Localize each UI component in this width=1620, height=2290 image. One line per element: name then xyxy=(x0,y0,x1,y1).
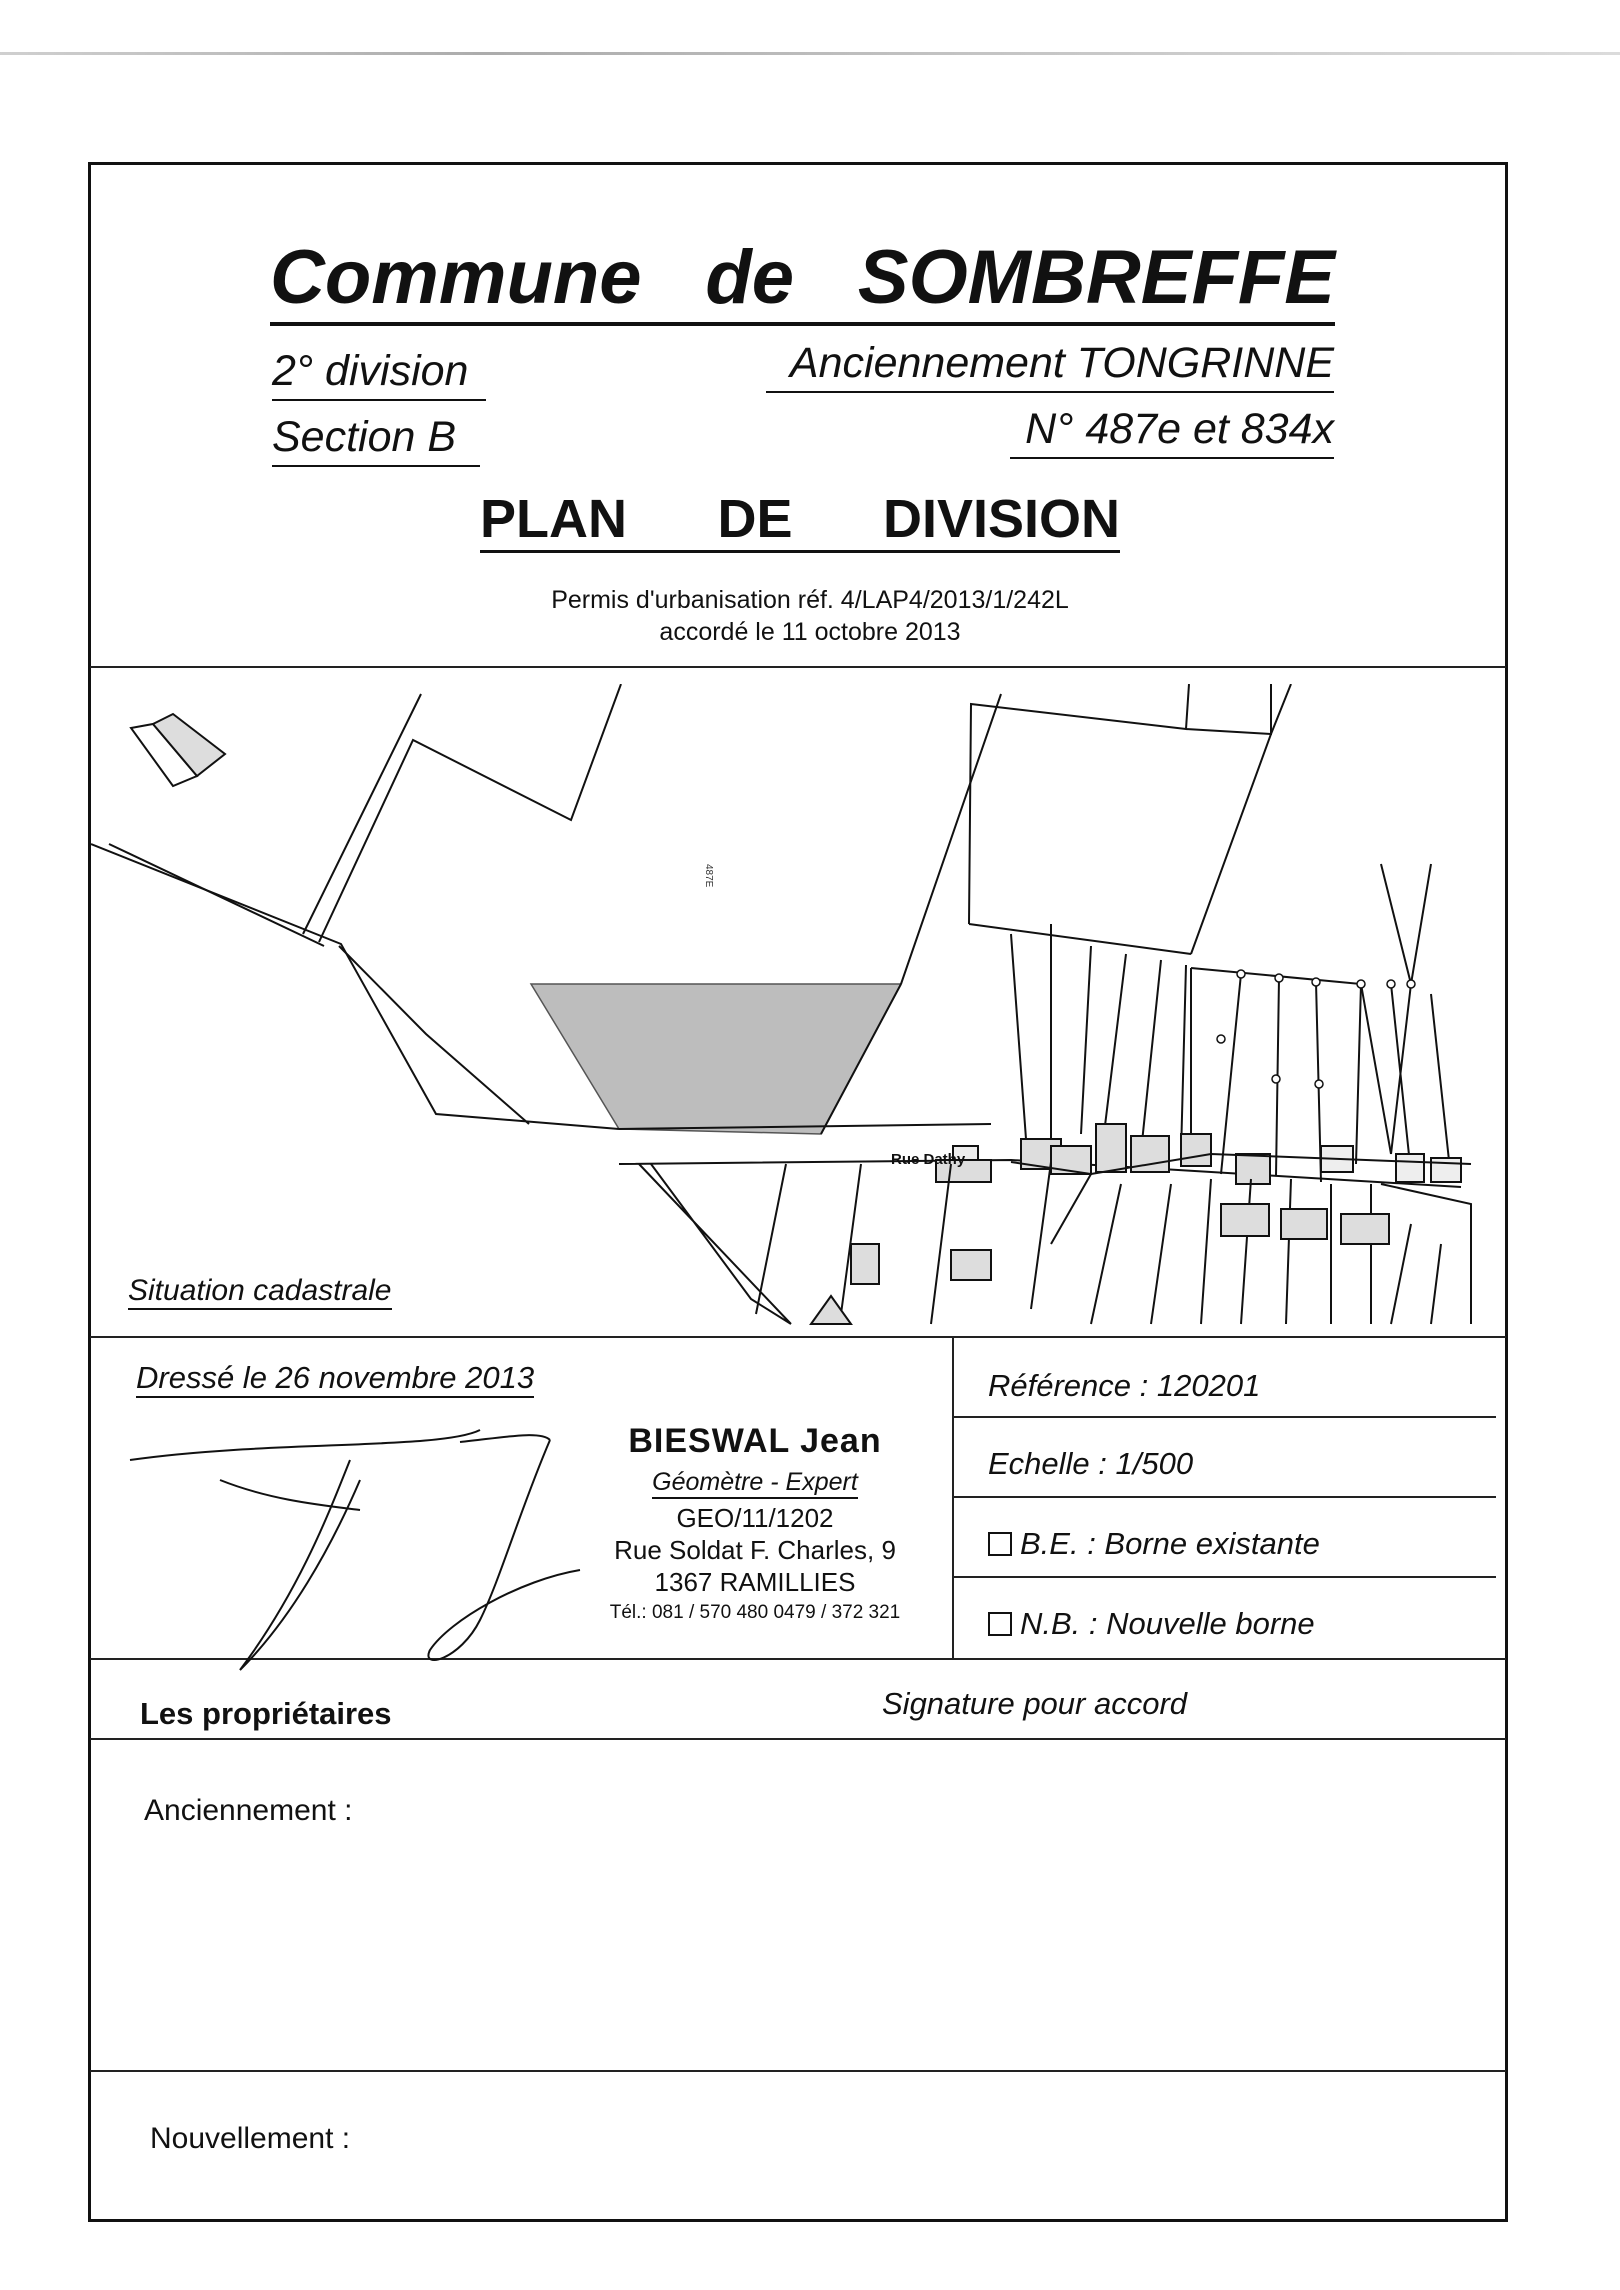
drawn-date: Dressé le 26 novembre 2013 xyxy=(136,1362,534,1398)
ancien-commune: Anciennement TONGRINNE xyxy=(766,342,1334,393)
owners-nouveau: Nouvellement : xyxy=(150,2122,351,2155)
legend-new-label: N.B. : Nouvelle borne xyxy=(1020,1606,1315,1641)
title-commune: Commune xyxy=(270,235,642,320)
permis-date: accordé le 11 octobre 2013 xyxy=(659,618,961,646)
surveyor-stamp xyxy=(555,1424,955,1622)
scan-edge xyxy=(0,52,1620,55)
commune-title xyxy=(270,235,1335,326)
signature-label: Signature pour accord xyxy=(882,1686,1188,1721)
divider-info-3 xyxy=(952,1576,1496,1578)
parcel-boundary-west-2 xyxy=(339,946,529,1124)
cadastral-map xyxy=(91,684,1505,1328)
scale: Echelle : 1/500 xyxy=(988,1446,1194,1481)
checkbox-icon xyxy=(988,1612,1012,1636)
divider-owners xyxy=(90,1738,1506,1740)
divider-info-2 xyxy=(952,1496,1496,1498)
reference: Référence : 120201 xyxy=(988,1368,1261,1403)
divider-map xyxy=(90,1336,1506,1338)
divided-parcel xyxy=(531,984,901,1134)
checkbox-icon xyxy=(988,1532,1012,1556)
owners-label: Les propriétaires xyxy=(140,1696,392,1731)
divider-ancien xyxy=(90,2070,1506,2072)
plan-word-1: PLAN xyxy=(480,489,627,549)
owners-ancien: Anciennement : xyxy=(144,1794,353,1827)
map-caption: Situation cadastrale xyxy=(128,1276,392,1310)
title-de: de xyxy=(705,235,795,320)
street-name: Rue Dathy xyxy=(891,1151,966,1168)
parcel-label: 487E xyxy=(703,864,714,888)
plan-word-2: DE xyxy=(717,489,793,549)
plan-title xyxy=(480,489,1120,553)
surveyor-name: BIESWAL Jean xyxy=(628,1422,882,1460)
divider-header xyxy=(90,666,1506,668)
surveyor-role: Géomètre - Expert xyxy=(652,1470,858,1499)
plan-word-3: DIVISION xyxy=(882,489,1120,549)
surveyor-phone: Tél.: 081 / 570 480 0479 / 372 321 xyxy=(609,1602,901,1623)
permis-info xyxy=(380,584,1240,648)
legend-existing xyxy=(988,1528,1320,1559)
surveyor-city: 1367 RAMILLIES xyxy=(654,1567,856,1597)
division-label: 2° division xyxy=(272,350,486,401)
divider-info-1 xyxy=(952,1416,1496,1418)
surveyor-id: GEO/11/1202 xyxy=(676,1503,834,1533)
permis-ref: Permis d'urbanisation réf. 4/LAP4/2013/1/242L xyxy=(551,586,1069,614)
surveyor-street: Rue Soldat F. Charles, 9 xyxy=(614,1535,896,1565)
section-label: Section B xyxy=(272,416,480,467)
parcel-numbers: N° 487e et 834x xyxy=(1010,408,1334,459)
title-name: SOMBREFFE xyxy=(857,235,1335,320)
legend-existing-label: B.E. : Borne existante xyxy=(1020,1526,1320,1561)
legend-new xyxy=(988,1608,1315,1639)
